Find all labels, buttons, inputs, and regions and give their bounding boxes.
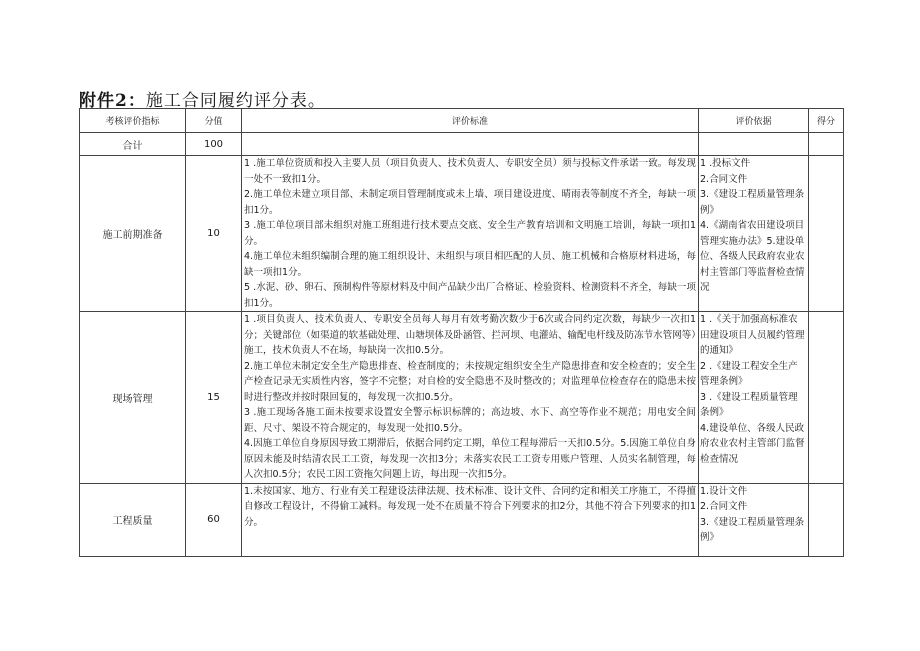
criteria-item: 5 .水泥、砂、卵石、预制构件等原材料及中间产品缺少出厂合格证、检验资料、检测资料不齐全，每缺一项扣1分。 — [244, 282, 696, 309]
header-criteria: 评价标准 — [242, 109, 699, 133]
indicator-score: 60 — [186, 483, 242, 556]
criteria-item: 2.施工单位未制定安全生产隐患排查、检查制度的；未按规定组织安全生产隐患排查和安全检查的；安全生产检查记录无实质性内容，签字不完整；对自检的安全隐患不及时整改的；对监理单位检查存在的隐患未按时进行整改并按时限回复的，每发现一次扣0.5分。 — [244, 360, 696, 403]
header-basis: 评价依据 — [699, 109, 809, 133]
table-row — [80, 483, 844, 556]
indicator-score: 10 — [186, 156, 242, 312]
basis-item: 3.《建设工程质量管理条例》 — [700, 189, 805, 216]
criteria-item: 4.因施工单位自身原因导致工期滞后，依据合同约定工期，单位工程每滞后一天扣0.5分。5.因施工单位自身原因未能及时结清农民工工资，每发现一次扣3分；未落实农民工工资专用账户管理、人员实名制管理，每人次扣0.5分；农民工因工资拖欠问题上访，每出现一次扣5分。 — [244, 438, 696, 480]
evaluation-table — [79, 108, 844, 557]
basis-item: 4.《湖南省农田建设项目管理实施办法》5.建设单位、各级人民政府农业农村主管部门等监督检查情况 — [700, 220, 805, 293]
header-row — [80, 109, 844, 133]
total-label: 合计 — [80, 133, 186, 156]
indicator-name: 现场管理 — [80, 312, 186, 484]
title-text: 施工合同履约评分表。 — [145, 91, 326, 111]
result-cell[interactable] — [809, 156, 844, 312]
criteria-item: 1 .施工单位资质和投入主要人员（项目负责人、技术负责人、专职安全员）须与投标文件承诺一致。每发现一处不一致扣1分。 — [244, 158, 696, 185]
total-row — [80, 133, 844, 156]
basis-item: 1 .《关于加强高标准农田建设项目人员履约管理的通知》 — [700, 314, 805, 356]
total-basis-cell — [699, 133, 809, 156]
result-cell[interactable] — [809, 483, 844, 556]
table-row — [80, 312, 844, 484]
total-score: 100 — [186, 133, 242, 156]
table-row — [80, 156, 844, 312]
criteria-cell — [242, 156, 699, 312]
criteria-item: 1.未按国家、地方、行业有关工程建设法律法规、技术标准、设计文件、合同约定和相关工序施工，不得擅自修改工程设计，不得偷工减料。每发现一处不在质量不符合下列要求的扣2分，其他不符合下列要求的扣1分。 — [244, 485, 696, 528]
header-result: 得分 — [809, 109, 844, 133]
criteria-cell — [242, 483, 699, 556]
criteria-item: 3 .施工现场各施工面未按要求设置安全警示标识标牌的；高边坡、水下、高空等作业不规范；用电安全间距、尺寸、架设不符合规定的，每发现一处扣0.5分。 — [244, 407, 696, 434]
basis-item: 1 .投标文件 — [700, 158, 751, 169]
criteria-item: 2.施工单位未建立项目部、未制定项目管理制度或未上墙、项目建设进度、晴雨表等制度不齐全，每缺一项扣1分。 — [244, 189, 696, 216]
header-score: 分值 — [186, 109, 242, 133]
total-criteria-cell — [242, 133, 699, 156]
basis-item: 2.合同文件 — [700, 173, 748, 185]
basis-item: 1.设计文件 — [700, 485, 748, 497]
basis-item: 3 .《建设工程质量管理条例》 — [700, 391, 798, 418]
indicator-name: 施工前期准备 — [80, 156, 186, 312]
basis-cell — [699, 156, 809, 312]
basis-item: 3.《建设工程质量管理条例》 — [700, 516, 805, 543]
indicator-name: 工程质量 — [80, 483, 186, 556]
result-cell[interactable] — [809, 312, 844, 484]
indicator-score: 15 — [186, 312, 242, 484]
total-result-cell[interactable] — [809, 133, 844, 156]
criteria-item: 3 .施工单位项目部未组织对施工班组进行技术要点交底、安全生产教育培训和文明施工培训，每缺一项扣1分。 — [244, 220, 696, 247]
criteria-cell — [242, 312, 699, 484]
basis-cell — [699, 483, 809, 556]
criteria-item: 4.施工单位未组织编制合理的施工组织设计、未组织与项目相匹配的人员、施工机械和合格原材料进场，每缺一项扣1分。 — [244, 251, 696, 278]
title-prefix: 附件2： — [79, 91, 146, 111]
criteria-item: 1 .项目负责人、技术负责人、专职安全员每人每月有效考勤次数少于6次或合同约定次数，每缺少一次扣1分；关键部位（如渠道的软基础处理、山塘坝体及卧涵管、拦河坝、电灌站、输配电杆线及防冻节水管网等）施工，技术负责人不在场，每缺岗一次扣0.5分。 — [244, 314, 696, 356]
basis-item: 2.合同文件 — [700, 501, 748, 512]
basis-item: 4.建设单位、各级人民政府农业农村主管部门监督检查情况 — [700, 422, 805, 465]
basis-item: 2 .《建设工程安全生产管理条例》 — [700, 360, 798, 387]
basis-cell — [699, 312, 809, 484]
header-indicator: 考核评价指标 — [80, 109, 186, 133]
